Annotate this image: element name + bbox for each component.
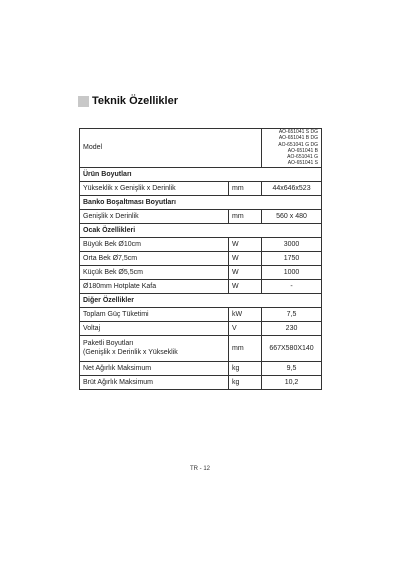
row-value: - (262, 279, 322, 293)
section-row (80, 223, 322, 237)
table-row (80, 307, 322, 321)
section-title-cutout-dims: Banko Boşaltması Boyutları (80, 195, 322, 209)
row-unit: V (229, 321, 262, 335)
row-label: Büyük Bek Ø10cm (80, 237, 229, 251)
row-label-line: (Genişlik x Derinlik x Yükseklik (83, 349, 178, 357)
table-row (80, 251, 322, 265)
model-code: AO-651041 G DG (278, 141, 319, 148)
table-row (80, 265, 322, 279)
section-heading (78, 95, 178, 107)
model-code: AO-651041 B DG (278, 135, 319, 142)
row-label: Ø180mm Hotplate Kafa (80, 279, 229, 293)
page-title: Teknik Özellikler (92, 95, 179, 107)
row-unit: W (229, 251, 262, 265)
model-code: AO-651041 G (287, 154, 319, 161)
model-code: AO-651041 B (287, 147, 319, 154)
row-label: Net Ağırlık Maksimum (80, 361, 229, 375)
row-unit: mm (229, 181, 262, 195)
row-value: 9,5 (262, 361, 322, 375)
table-row (80, 279, 322, 293)
heading-marker (78, 96, 89, 107)
row-label: Küçük Bek Ø5,5cm (80, 265, 229, 279)
model-code: AO-651041 S DG (278, 129, 319, 135)
row-label (80, 335, 229, 361)
row-label: Genişlik x Derinlik (80, 209, 229, 223)
row-unit: kg (229, 361, 262, 375)
section-title-other: Diğer Özellikler (80, 293, 322, 307)
table-row (80, 335, 322, 361)
section-title-product-dims: Ürün Boyutları (80, 167, 322, 181)
table-row (80, 321, 322, 335)
row-label: Toplam Güç Tüketimi (80, 307, 229, 321)
table-row (80, 209, 322, 223)
row-label: Yükseklik x Genişlik x Derinlik (80, 181, 229, 195)
table-row (80, 361, 322, 375)
row-label-line: Paketli Boyutları (83, 340, 134, 348)
table-row (80, 181, 322, 195)
model-label: Model (80, 129, 262, 168)
section-row (80, 293, 322, 307)
model-codes (262, 129, 322, 168)
row-unit: mm (229, 335, 262, 361)
row-label: Voltaj (80, 321, 229, 335)
table-row (80, 237, 322, 251)
row-value: 230 (262, 321, 322, 335)
table-row-model (80, 129, 322, 168)
section-row (80, 195, 322, 209)
row-value: 667X580X140 (262, 335, 322, 361)
row-value: 1750 (262, 251, 322, 265)
row-value: 44x646x523 (262, 181, 322, 195)
row-label: Brüt Ağırlık Maksimum (80, 375, 229, 389)
row-value: 1000 (262, 265, 322, 279)
spec-table (79, 128, 322, 390)
row-value: 10,2 (262, 375, 322, 389)
row-unit: W (229, 237, 262, 251)
row-unit: kg (229, 375, 262, 389)
row-unit: W (229, 265, 262, 279)
row-unit: W (229, 279, 262, 293)
row-unit: mm (229, 209, 262, 223)
table-row (80, 375, 322, 389)
row-value: 3000 (262, 237, 322, 251)
row-value: 560 x 480 (262, 209, 322, 223)
row-label: Orta Bek Ø7,5cm (80, 251, 229, 265)
model-code: AO-651041 S (287, 160, 319, 167)
page-number: TR - 12 (189, 466, 210, 472)
section-title-hob: Ocak Özellikleri (80, 223, 322, 237)
row-value: 7,5 (262, 307, 322, 321)
row-unit: kW (229, 307, 262, 321)
section-row (80, 167, 322, 181)
